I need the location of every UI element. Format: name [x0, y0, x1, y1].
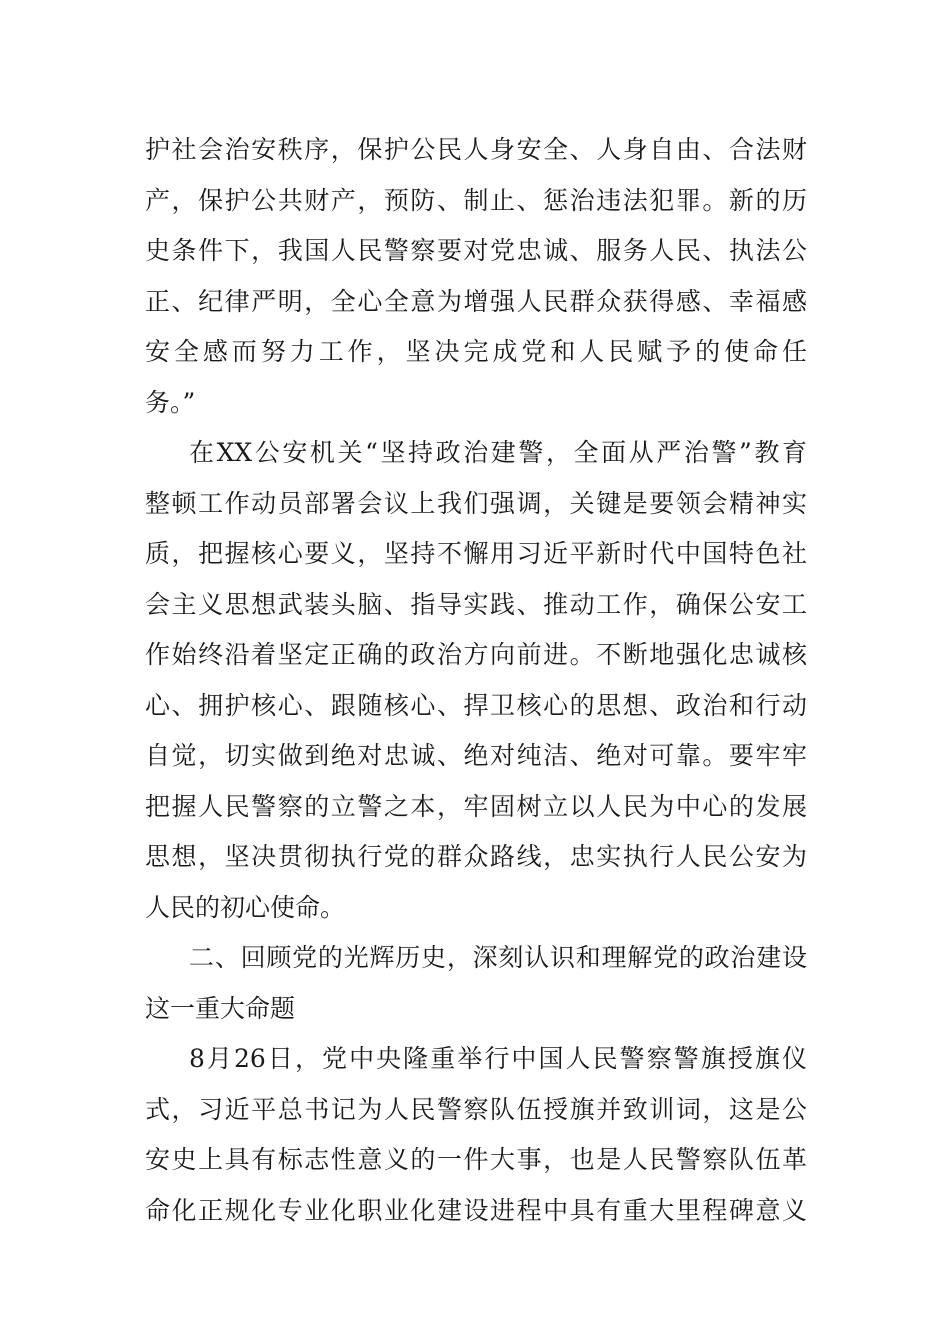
paragraph-line: 护社会治安秩序，保护公民人身安全、人身自由、合法财	[145, 135, 807, 164]
paragraph-line: 正、纪律严明，全心全意为增强人民群众获得感、幸福感	[145, 286, 807, 316]
document-body	[145, 125, 807, 1236]
paragraph-line: 把握人民警察的立警之本，牢固树立以人民为中心的发展	[145, 791, 807, 821]
paragraph-line: 自觉，切实做到绝对忠诚、绝对纯洁、绝对可靠。要牢牢	[145, 741, 807, 770]
paragraph-line: 安史上具有标志性意义的一件大事，也是人民警察队伍革	[145, 1145, 807, 1174]
paragraph-line: 8月26日，党中央隆重举行中国人民警察警旗授旗仪	[189, 1044, 807, 1073]
paragraph-line: 质，把握核心要义，坚持不懈用习近平新时代中国特色社	[145, 539, 807, 568]
paragraph-line: 安全感而努力工作，坚决完成党和人民赋予的使命任	[145, 337, 807, 366]
paragraph-line: 史条件下，我国人民警察要对党忠诚、服务人民、执法公	[145, 236, 807, 265]
paragraph-line: 务。”	[145, 387, 196, 417]
paragraph-line: 式，习近平总书记为人民警察队伍授旗并致训词，这是公	[145, 1094, 807, 1124]
paragraph-line: 产，保护公共财产，预防、制止、惩治违法犯罪。新的历	[145, 185, 807, 215]
section-heading-line: 这一重大命题	[145, 993, 296, 1023]
paragraph-line: 作始终沿着坚定正确的政治方向前进。不断地强化忠诚核	[145, 640, 807, 669]
paragraph-line: 人民的初心使命。	[145, 892, 346, 922]
paragraph-line: 会主义思想武装头脑、指导实践、推动工作，确保公安工	[145, 589, 807, 619]
paragraph-line: 在XX公安机关“坚持政治建警，全面从严治警”教育	[189, 438, 807, 467]
paragraph-line: 思想，坚决贯彻执行党的群众路线，忠实执行人民公安为	[145, 842, 807, 871]
section-heading-line: 二、回顾党的光辉历史，深刻认识和理解党的政治建设	[189, 943, 807, 972]
paragraph-line: 整顿工作动员部署会议上我们强调，关键是要领会精神实	[145, 488, 807, 518]
paragraph-line: 命化正规化专业化职业化建设进程中具有重大里程碑意义	[145, 1195, 807, 1225]
paragraph-line: 心、拥护核心、跟随核心、捍卫核心的思想、政治和行动	[145, 690, 807, 720]
